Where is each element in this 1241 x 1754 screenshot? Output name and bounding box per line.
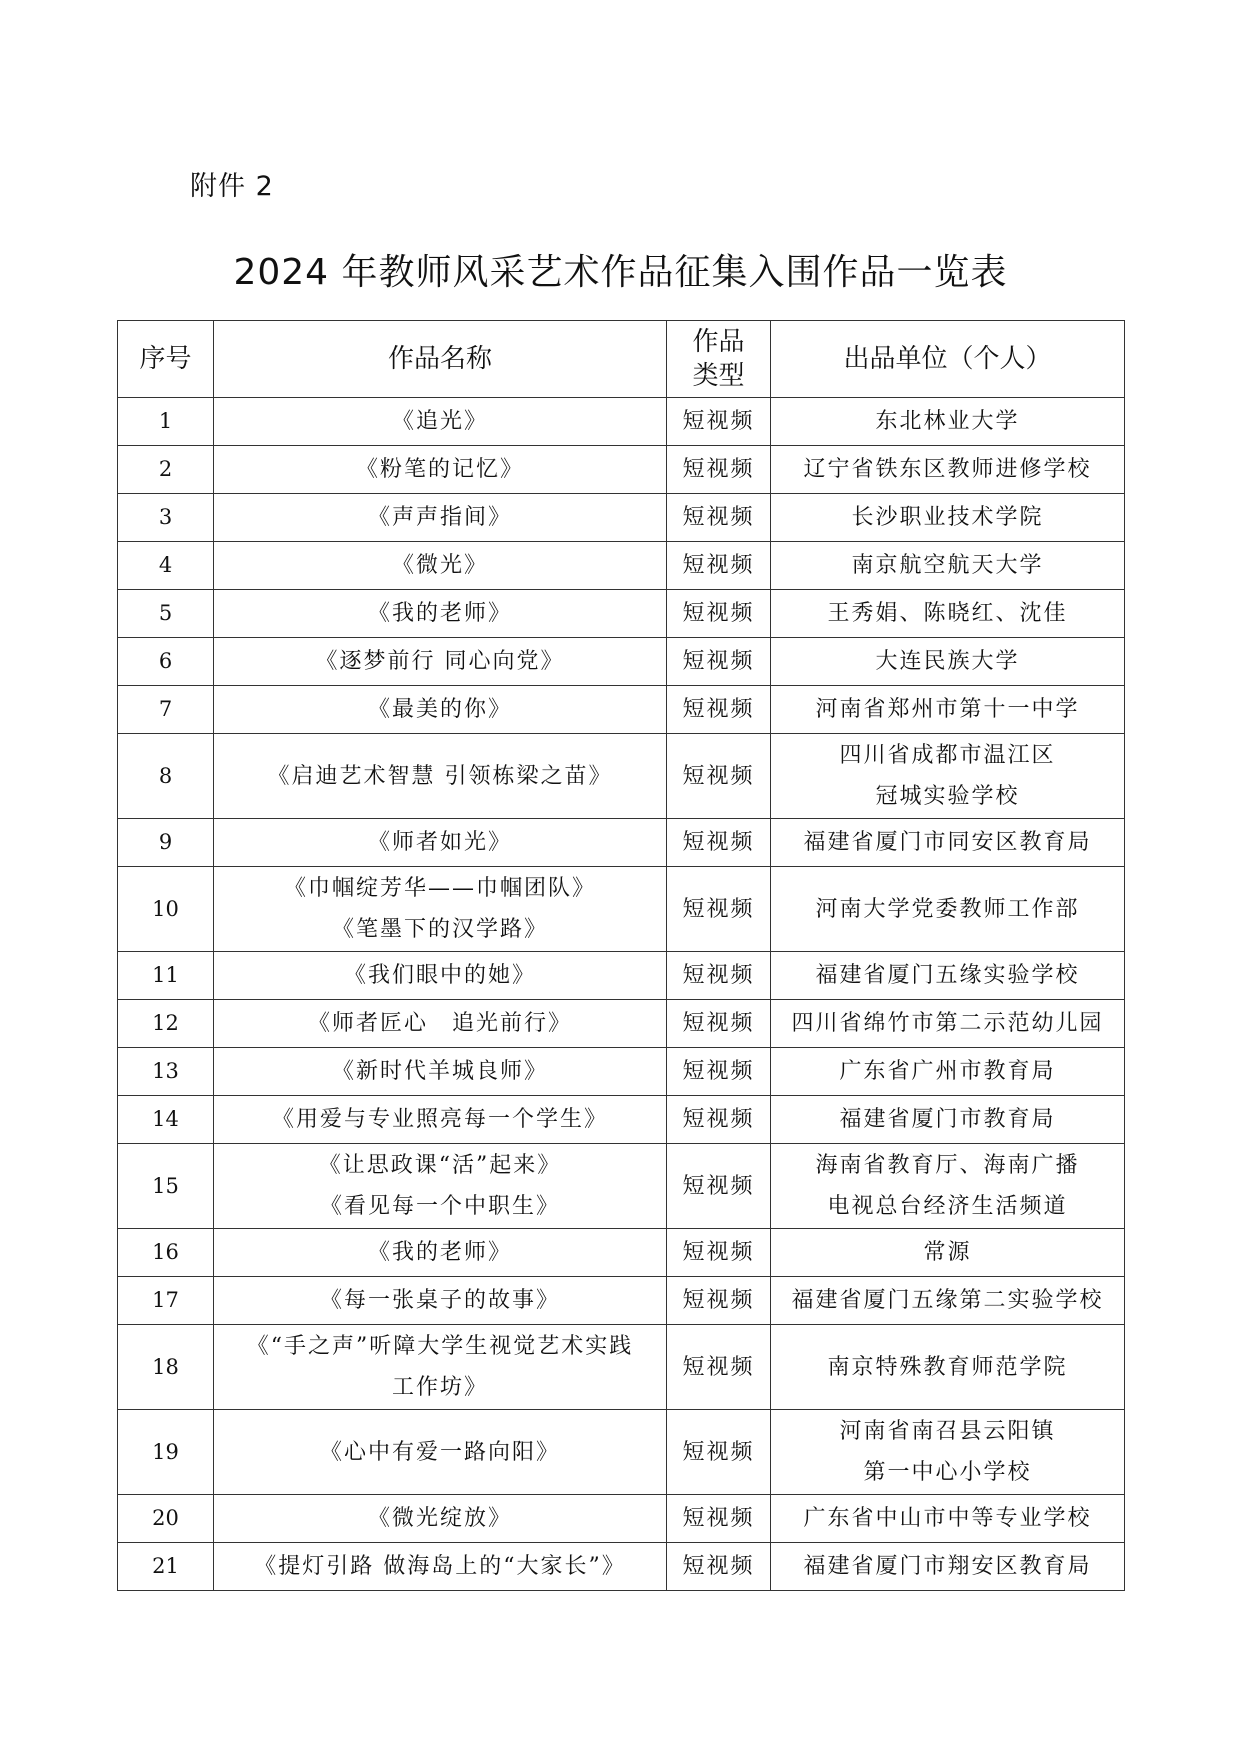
- work-name-line: 《微光绽放》: [367, 1506, 512, 1531]
- work-name-line: 《看见每一个中职生》: [319, 1194, 560, 1219]
- cell-work-name: [214, 1000, 667, 1048]
- work-name-line: 《提灯引路 做海岛上的“大家长”》: [254, 1554, 626, 1579]
- cell-work-name: [214, 952, 667, 1000]
- table-row: [118, 398, 1125, 446]
- work-name-line: 《逐梦前行 同心向党》: [315, 649, 565, 674]
- cell-work-name: [214, 1229, 667, 1277]
- cell-serial-number: 1: [118, 398, 214, 446]
- cell-serial-number: 12: [118, 1000, 214, 1048]
- cell-work-type: 短视频: [667, 542, 771, 590]
- producing-unit-line: 南京特殊教育师范学院: [827, 1354, 1068, 1380]
- cell-work-type: 短视频: [667, 1325, 771, 1410]
- cell-work-type: 短视频: [667, 1144, 771, 1229]
- cell-work-name: [214, 1048, 667, 1096]
- table-row: [118, 686, 1125, 734]
- producing-unit-line: 广东省中山市中等专业学校: [803, 1506, 1092, 1531]
- cell-serial-number: 3: [118, 494, 214, 542]
- producing-unit-line: 四川省绵竹市第二示范幼儿园: [791, 1011, 1104, 1036]
- cell-work-name: [214, 1144, 667, 1229]
- cell-work-name: [214, 819, 667, 867]
- work-name-line: 《“手之声”听障大学生视觉艺术实践: [246, 1334, 634, 1359]
- work-name-line: 《师者匠心 追光前行》: [307, 1011, 572, 1036]
- cell-serial-number: 5: [118, 590, 214, 638]
- work-name-line: 《我的老师》: [367, 601, 512, 626]
- cell-work-name: [214, 446, 667, 494]
- cell-work-type: 短视频: [667, 952, 771, 1000]
- cell-producing-unit: [771, 734, 1125, 819]
- cell-work-type: 短视频: [667, 1048, 771, 1096]
- cell-producing-unit: [771, 1543, 1125, 1591]
- producing-unit-line: 河南省南召县云阳镇: [839, 1419, 1056, 1444]
- cell-producing-unit: [771, 867, 1125, 952]
- work-name-line: 工作坊》: [391, 1375, 488, 1400]
- cell-work-type: 短视频: [667, 494, 771, 542]
- cell-producing-unit: [771, 1229, 1125, 1277]
- cell-producing-unit: [771, 1096, 1125, 1144]
- cell-serial-number: 19: [118, 1410, 214, 1495]
- cell-work-name: [214, 734, 667, 819]
- producing-unit-line: 广东省广州市教育局: [839, 1059, 1056, 1084]
- cell-work-type: 短视频: [667, 1229, 771, 1277]
- cell-serial-number: 17: [118, 1277, 214, 1325]
- cell-work-type: 短视频: [667, 638, 771, 686]
- producing-unit-line: 大连民族大学: [875, 649, 1020, 674]
- table-row: [118, 734, 1125, 819]
- producing-unit-line: 冠城实验学校: [875, 784, 1020, 809]
- cell-work-name: [214, 638, 667, 686]
- table-row: [118, 1229, 1125, 1277]
- cell-producing-unit: [771, 819, 1125, 867]
- cell-work-type: 短视频: [667, 867, 771, 952]
- cell-work-type: 短视频: [667, 1495, 771, 1543]
- table-row: [118, 952, 1125, 1000]
- header-serial-number: 序号: [118, 321, 214, 398]
- producing-unit-line: 东北林业大学: [875, 409, 1020, 434]
- producing-unit-line: 福建省厦门市翔安区教育局: [803, 1554, 1092, 1579]
- cell-serial-number: 20: [118, 1495, 214, 1543]
- cell-serial-number: 18: [118, 1325, 214, 1410]
- work-name-line: 《巾帼绽芳华——巾帼团队》: [283, 876, 596, 901]
- table-row: [118, 1096, 1125, 1144]
- cell-producing-unit: [771, 1325, 1125, 1410]
- work-name-line: 《每一张桌子的故事》: [319, 1288, 560, 1313]
- cell-work-name: [214, 1410, 667, 1495]
- cell-producing-unit: [771, 446, 1125, 494]
- producing-unit-line: 海南省教育厅、海南广播: [815, 1153, 1080, 1178]
- header-work-name: 作品名称: [214, 321, 667, 398]
- cell-serial-number: 6: [118, 638, 214, 686]
- producing-unit-line: 福建省厦门市教育局: [839, 1107, 1056, 1132]
- cell-producing-unit: [771, 686, 1125, 734]
- cell-producing-unit: [771, 590, 1125, 638]
- work-name-line: 《师者如光》: [367, 830, 512, 855]
- producing-unit-line: 四川省成都市温江区: [839, 743, 1056, 768]
- work-name-line: 《追光》: [391, 409, 488, 434]
- cell-work-type: 短视频: [667, 1543, 771, 1591]
- entries-table: [117, 320, 1125, 1591]
- table-row: [118, 867, 1125, 952]
- cell-work-type: 短视频: [667, 686, 771, 734]
- table-row: [118, 446, 1125, 494]
- producing-unit-line: 河南大学党委教师工作部: [815, 896, 1080, 922]
- cell-work-name: [214, 1495, 667, 1543]
- producing-unit-line: 辽宁省铁东区教师进修学校: [803, 457, 1092, 482]
- document-title: 2024 年教师风采艺术作品征集入围作品一览表: [233, 252, 1008, 293]
- producing-unit-line: 福建省厦门五缘第二实验学校: [791, 1288, 1104, 1313]
- cell-producing-unit: [771, 494, 1125, 542]
- cell-producing-unit: [771, 398, 1125, 446]
- table-row: [118, 819, 1125, 867]
- cell-serial-number: 16: [118, 1229, 214, 1277]
- producing-unit-line: 南京航空航天大学: [851, 553, 1044, 578]
- producing-unit-line: 常源: [923, 1240, 972, 1265]
- work-name-line: 《我们眼中的她》: [343, 963, 536, 988]
- header-work-type-line: 作品: [692, 327, 745, 357]
- table-row: [118, 1410, 1125, 1495]
- cell-producing-unit: [771, 1495, 1125, 1543]
- cell-serial-number: 11: [118, 952, 214, 1000]
- cell-serial-number: 4: [118, 542, 214, 590]
- cell-producing-unit: [771, 1410, 1125, 1495]
- attachment-label: 附件 2: [190, 171, 274, 202]
- table-row: [118, 1543, 1125, 1591]
- cell-work-type: 短视频: [667, 1096, 771, 1144]
- header-work-type: [667, 321, 771, 398]
- header-work-type-line: 类型: [692, 361, 745, 391]
- cell-work-name: [214, 867, 667, 952]
- producing-unit-line: 第一中心小学校: [863, 1460, 1032, 1485]
- cell-work-type: 短视频: [667, 398, 771, 446]
- cell-work-name: [214, 1277, 667, 1325]
- cell-serial-number: 9: [118, 819, 214, 867]
- cell-work-name: [214, 686, 667, 734]
- cell-work-type: 短视频: [667, 819, 771, 867]
- work-name-line: 《让思政课“活”起来》: [318, 1153, 562, 1178]
- table-row: [118, 1325, 1125, 1410]
- header-producing-unit: 出品单位（个人）: [771, 321, 1125, 398]
- work-name-line: 《新时代羊城良师》: [331, 1059, 548, 1084]
- work-name-line: 《粉笔的记忆》: [355, 457, 524, 482]
- producing-unit-line: 电视总台经济生活频道: [827, 1194, 1068, 1219]
- cell-work-type: 短视频: [667, 590, 771, 638]
- table-row: [118, 542, 1125, 590]
- cell-work-type: 短视频: [667, 446, 771, 494]
- cell-producing-unit: [771, 638, 1125, 686]
- cell-producing-unit: [771, 1277, 1125, 1325]
- cell-producing-unit: [771, 1000, 1125, 1048]
- cell-work-name: [214, 1543, 667, 1591]
- table-row: [118, 1000, 1125, 1048]
- cell-serial-number: 2: [118, 446, 214, 494]
- work-name-line: 《笔墨下的汉学路》: [331, 917, 548, 942]
- table-row: [118, 1495, 1125, 1543]
- table-row: [118, 1048, 1125, 1096]
- work-name-line: 《我的老师》: [367, 1240, 512, 1265]
- work-name-line: 《启迪艺术智慧 引领栋梁之苗》: [267, 763, 613, 789]
- cell-serial-number: 15: [118, 1144, 214, 1229]
- cell-work-name: [214, 542, 667, 590]
- cell-serial-number: 13: [118, 1048, 214, 1096]
- table-row: [118, 638, 1125, 686]
- producing-unit-line: 河南省郑州市第十一中学: [815, 697, 1080, 722]
- cell-work-type: 短视频: [667, 1277, 771, 1325]
- table-row: [118, 494, 1125, 542]
- cell-work-type: 短视频: [667, 1410, 771, 1495]
- producing-unit-line: 福建省厦门市同安区教育局: [803, 830, 1092, 855]
- work-name-line: 《声声指间》: [367, 505, 512, 530]
- cell-work-name: [214, 494, 667, 542]
- cell-serial-number: 14: [118, 1096, 214, 1144]
- cell-producing-unit: [771, 1048, 1125, 1096]
- cell-producing-unit: [771, 542, 1125, 590]
- cell-work-name: [214, 1096, 667, 1144]
- producing-unit-line: 福建省厦门五缘实验学校: [815, 963, 1080, 988]
- cell-serial-number: 10: [118, 867, 214, 952]
- producing-unit-line: 王秀娟、陈晓红、沈佳: [827, 601, 1068, 626]
- cell-work-type: 短视频: [667, 1000, 771, 1048]
- cell-work-name: [214, 590, 667, 638]
- cell-work-type: 短视频: [667, 734, 771, 819]
- cell-work-name: [214, 398, 667, 446]
- cell-serial-number: 7: [118, 686, 214, 734]
- cell-serial-number: 8: [118, 734, 214, 819]
- cell-producing-unit: [771, 1144, 1125, 1229]
- table-row: [118, 1144, 1125, 1229]
- work-name-line: 《最美的你》: [367, 697, 512, 722]
- table-row: [118, 590, 1125, 638]
- work-name-line: 《心中有爱一路向阳》: [319, 1439, 560, 1465]
- cell-serial-number: 21: [118, 1543, 214, 1591]
- producing-unit-line: 长沙职业技术学院: [851, 505, 1044, 530]
- table-row: [118, 1277, 1125, 1325]
- work-name-line: 《微光》: [391, 553, 488, 578]
- table-header-row: [118, 321, 1125, 398]
- work-name-line: 《用爱与专业照亮每一个学生》: [271, 1107, 608, 1132]
- cell-producing-unit: [771, 952, 1125, 1000]
- table-body: [118, 398, 1125, 1591]
- cell-work-name: [214, 1325, 667, 1410]
